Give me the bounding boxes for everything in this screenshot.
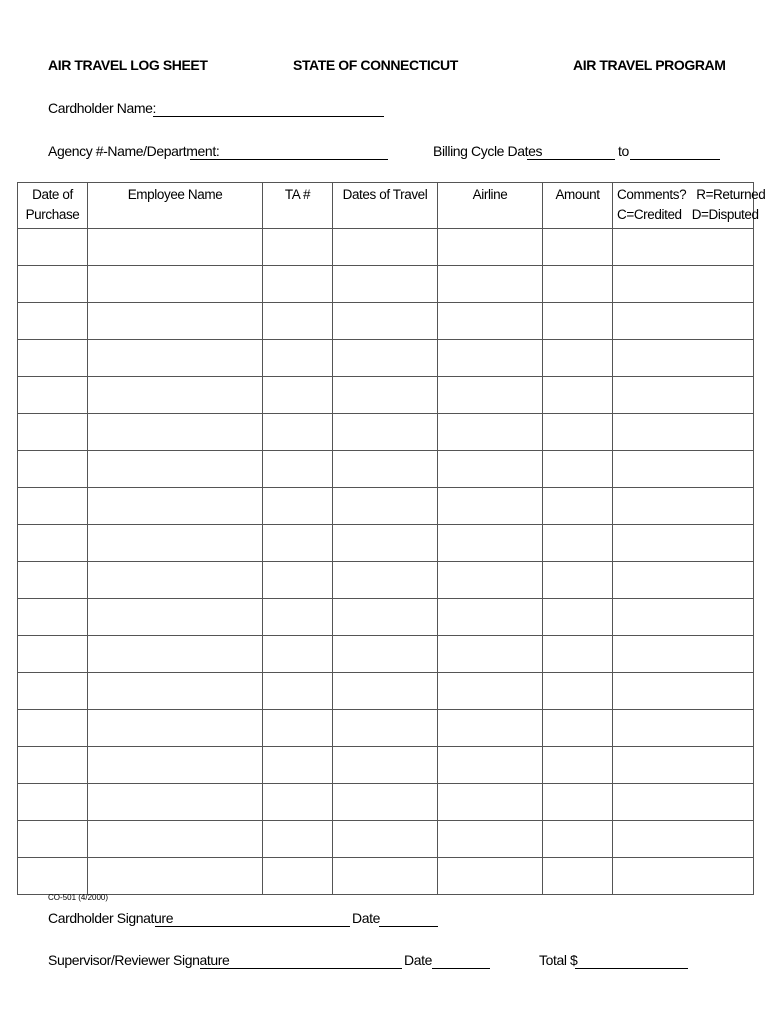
cell-amount[interactable]: [543, 414, 613, 451]
cell-amount[interactable]: [543, 784, 613, 821]
cell-ta-number[interactable]: [263, 451, 333, 488]
air-travel-log-table: [17, 182, 766, 895]
table-row: [18, 266, 754, 303]
cell-dates-of-travel[interactable]: [333, 821, 438, 858]
table-header-row: [18, 183, 754, 229]
cell-date-of-purchase[interactable]: [18, 266, 88, 303]
cell-employee-name[interactable]: [88, 673, 263, 710]
cell-ta-number[interactable]: [263, 340, 333, 377]
cell-airline[interactable]: [438, 229, 543, 266]
cell-ta-number[interactable]: [263, 562, 333, 599]
table-row: [18, 525, 754, 562]
table-row: [18, 562, 754, 599]
cell-amount[interactable]: [543, 747, 613, 784]
cell-comments[interactable]: [613, 340, 754, 377]
billing-to-field[interactable]: [630, 159, 720, 160]
cell-dates-of-travel[interactable]: [333, 488, 438, 525]
cell-date-of-purchase[interactable]: [18, 858, 88, 895]
cell-dates-of-travel[interactable]: [333, 599, 438, 636]
column-header-comments: Comments? R=Returned C=Credited D=Disputed: [613, 183, 754, 229]
cell-dates-of-travel[interactable]: [333, 636, 438, 673]
cell-ta-number[interactable]: [263, 821, 333, 858]
table-row: [18, 340, 754, 377]
cell-dates-of-travel[interactable]: [333, 340, 438, 377]
cell-airline[interactable]: [438, 784, 543, 821]
cell-employee-name[interactable]: [88, 488, 263, 525]
cardholder-date-label: Date: [352, 910, 380, 926]
billing-to-label: to: [618, 143, 629, 159]
cell-comments[interactable]: [613, 229, 754, 266]
cell-airline[interactable]: [438, 414, 543, 451]
cell-dates-of-travel[interactable]: [333, 525, 438, 562]
cell-ta-number[interactable]: [263, 266, 333, 303]
cell-ta-number[interactable]: [263, 747, 333, 784]
cell-employee-name[interactable]: [88, 599, 263, 636]
cell-amount[interactable]: [543, 562, 613, 599]
cell-airline[interactable]: [438, 525, 543, 562]
cell-employee-name[interactable]: [88, 858, 263, 895]
cell-employee-name[interactable]: [88, 784, 263, 821]
table-row: [18, 747, 754, 784]
cell-dates-of-travel[interactable]: [333, 229, 438, 266]
column-header-dates-of-travel: Dates of Travel: [333, 183, 438, 229]
cell-date-of-purchase[interactable]: [18, 451, 88, 488]
cell-comments[interactable]: [613, 747, 754, 784]
cell-comments[interactable]: [613, 303, 754, 340]
cardholder-name-label: Cardholder Name:: [48, 100, 156, 116]
supervisor-date-label: Date: [404, 952, 432, 968]
cell-dates-of-travel[interactable]: [333, 710, 438, 747]
cell-dates-of-travel[interactable]: [333, 266, 438, 303]
state-title: STATE OF CONNECTICUT: [293, 57, 458, 73]
cell-employee-name[interactable]: [88, 525, 263, 562]
supervisor-signature-field[interactable]: [200, 968, 402, 969]
cell-employee-name[interactable]: [88, 710, 263, 747]
table-row: [18, 784, 754, 821]
cardholder-signature-field[interactable]: [155, 926, 350, 927]
cell-ta-number[interactable]: [263, 710, 333, 747]
cell-airline[interactable]: [438, 451, 543, 488]
cell-airline[interactable]: [438, 858, 543, 895]
table-body: [18, 229, 754, 895]
table-row: [18, 821, 754, 858]
cell-amount[interactable]: [543, 636, 613, 673]
cell-ta-number[interactable]: [263, 858, 333, 895]
cell-date-of-purchase[interactable]: [18, 377, 88, 414]
cell-comments[interactable]: [613, 488, 754, 525]
cell-amount[interactable]: [543, 229, 613, 266]
cell-airline[interactable]: [438, 266, 543, 303]
cell-date-of-purchase[interactable]: [18, 636, 88, 673]
supervisor-date-field[interactable]: [432, 968, 490, 969]
cell-comments[interactable]: [613, 525, 754, 562]
table-row: [18, 414, 754, 451]
cell-employee-name[interactable]: [88, 821, 263, 858]
cell-employee-name[interactable]: [88, 636, 263, 673]
cell-comments[interactable]: [613, 784, 754, 821]
cell-date-of-purchase[interactable]: [18, 599, 88, 636]
cell-date-of-purchase[interactable]: [18, 747, 88, 784]
total-amount-field[interactable]: [575, 968, 688, 969]
cell-date-of-purchase[interactable]: [18, 562, 88, 599]
cell-ta-number[interactable]: [263, 488, 333, 525]
cell-airline[interactable]: [438, 710, 543, 747]
agency-label: Agency #-Name/Department:: [48, 143, 220, 159]
cell-dates-of-travel[interactable]: [333, 451, 438, 488]
cell-comments[interactable]: [613, 821, 754, 858]
cell-date-of-purchase[interactable]: [18, 525, 88, 562]
cell-date-of-purchase[interactable]: [18, 673, 88, 710]
agency-field[interactable]: [190, 159, 388, 160]
cell-ta-number[interactable]: [263, 673, 333, 710]
cell-comments[interactable]: [613, 562, 754, 599]
column-header-ta-number: TA #: [263, 183, 333, 229]
cell-amount[interactable]: [543, 858, 613, 895]
cell-airline[interactable]: [438, 747, 543, 784]
cell-employee-name[interactable]: [88, 562, 263, 599]
cell-date-of-purchase[interactable]: [18, 414, 88, 451]
cell-amount[interactable]: [543, 451, 613, 488]
cell-date-of-purchase[interactable]: [18, 710, 88, 747]
cell-employee-name[interactable]: [88, 747, 263, 784]
billing-from-field[interactable]: [527, 159, 615, 160]
form-title: AIR TRAVEL LOG SHEET: [48, 57, 208, 73]
cell-employee-name[interactable]: [88, 451, 263, 488]
cell-ta-number[interactable]: [263, 525, 333, 562]
cell-airline[interactable]: [438, 673, 543, 710]
cell-airline[interactable]: [438, 340, 543, 377]
cell-date-of-purchase[interactable]: [18, 340, 88, 377]
cell-airline[interactable]: [438, 562, 543, 599]
cell-comments[interactable]: [613, 377, 754, 414]
table-row: [18, 488, 754, 525]
cell-employee-name[interactable]: [88, 414, 263, 451]
cell-amount[interactable]: [543, 673, 613, 710]
cell-employee-name[interactable]: [88, 377, 263, 414]
cell-dates-of-travel[interactable]: [333, 562, 438, 599]
cell-comments[interactable]: [613, 599, 754, 636]
table-row: [18, 673, 754, 710]
cell-amount[interactable]: [543, 710, 613, 747]
table-row: [18, 377, 754, 414]
cell-amount[interactable]: [543, 821, 613, 858]
cell-dates-of-travel[interactable]: [333, 303, 438, 340]
table-row: [18, 229, 754, 266]
cell-amount[interactable]: [543, 599, 613, 636]
cell-amount[interactable]: [543, 377, 613, 414]
total-label: Total $: [539, 952, 578, 968]
cell-date-of-purchase[interactable]: [18, 229, 88, 266]
cell-employee-name[interactable]: [88, 229, 263, 266]
table-row: [18, 599, 754, 636]
cardholder-signature-label: Cardholder Signature: [48, 910, 174, 926]
billing-cycle-label: Billing Cycle Dates: [433, 143, 543, 159]
cell-dates-of-travel[interactable]: [333, 747, 438, 784]
cell-dates-of-travel[interactable]: [333, 858, 438, 895]
cell-ta-number[interactable]: [263, 229, 333, 266]
cell-ta-number[interactable]: [263, 377, 333, 414]
cell-airline[interactable]: [438, 303, 543, 340]
cell-comments[interactable]: [613, 414, 754, 451]
column-header-amount: Amount: [543, 183, 613, 229]
cell-amount[interactable]: [543, 525, 613, 562]
cell-dates-of-travel[interactable]: [333, 414, 438, 451]
cell-airline[interactable]: [438, 636, 543, 673]
cell-employee-name[interactable]: [88, 303, 263, 340]
table-row: [18, 858, 754, 895]
program-title: AIR TRAVEL PROGRAM: [573, 57, 726, 73]
cell-dates-of-travel[interactable]: [333, 377, 438, 414]
cell-airline[interactable]: [438, 599, 543, 636]
cell-employee-name[interactable]: [88, 266, 263, 303]
table-row: [18, 451, 754, 488]
cell-date-of-purchase[interactable]: [18, 784, 88, 821]
cardholder-name-field[interactable]: [153, 116, 384, 117]
cell-comments[interactable]: [613, 636, 754, 673]
cell-employee-name[interactable]: [88, 340, 263, 377]
cell-airline[interactable]: [438, 377, 543, 414]
cell-comments[interactable]: [613, 858, 754, 895]
cell-ta-number[interactable]: [263, 414, 333, 451]
column-header-airline: Airline: [438, 183, 543, 229]
cell-dates-of-travel[interactable]: [333, 784, 438, 821]
cell-ta-number[interactable]: [263, 599, 333, 636]
cell-ta-number[interactable]: [263, 784, 333, 821]
table-row: [18, 636, 754, 673]
cell-amount[interactable]: [543, 266, 613, 303]
cell-airline[interactable]: [438, 821, 543, 858]
cell-ta-number[interactable]: [263, 636, 333, 673]
table-row: [18, 710, 754, 747]
cell-comments[interactable]: [613, 266, 754, 303]
cell-amount[interactable]: [543, 340, 613, 377]
cell-ta-number[interactable]: [263, 303, 333, 340]
cell-date-of-purchase[interactable]: [18, 821, 88, 858]
cell-airline[interactable]: [438, 488, 543, 525]
cell-date-of-purchase[interactable]: [18, 488, 88, 525]
cell-date-of-purchase[interactable]: [18, 303, 88, 340]
cell-dates-of-travel[interactable]: [333, 673, 438, 710]
cell-amount[interactable]: [543, 303, 613, 340]
cell-amount[interactable]: [543, 488, 613, 525]
cell-comments[interactable]: [613, 673, 754, 710]
supervisor-signature-label: Supervisor/Reviewer Signature: [48, 952, 230, 968]
cardholder-date-field[interactable]: [379, 926, 438, 927]
column-header-employee-name: Employee Name: [88, 183, 263, 229]
form-code: CO-501 (4/2000): [48, 893, 109, 902]
cell-comments[interactable]: [613, 451, 754, 488]
table-row: [18, 303, 754, 340]
column-header-date-of-purchase: Date of Purchase: [18, 183, 88, 229]
cell-comments[interactable]: [613, 710, 754, 747]
